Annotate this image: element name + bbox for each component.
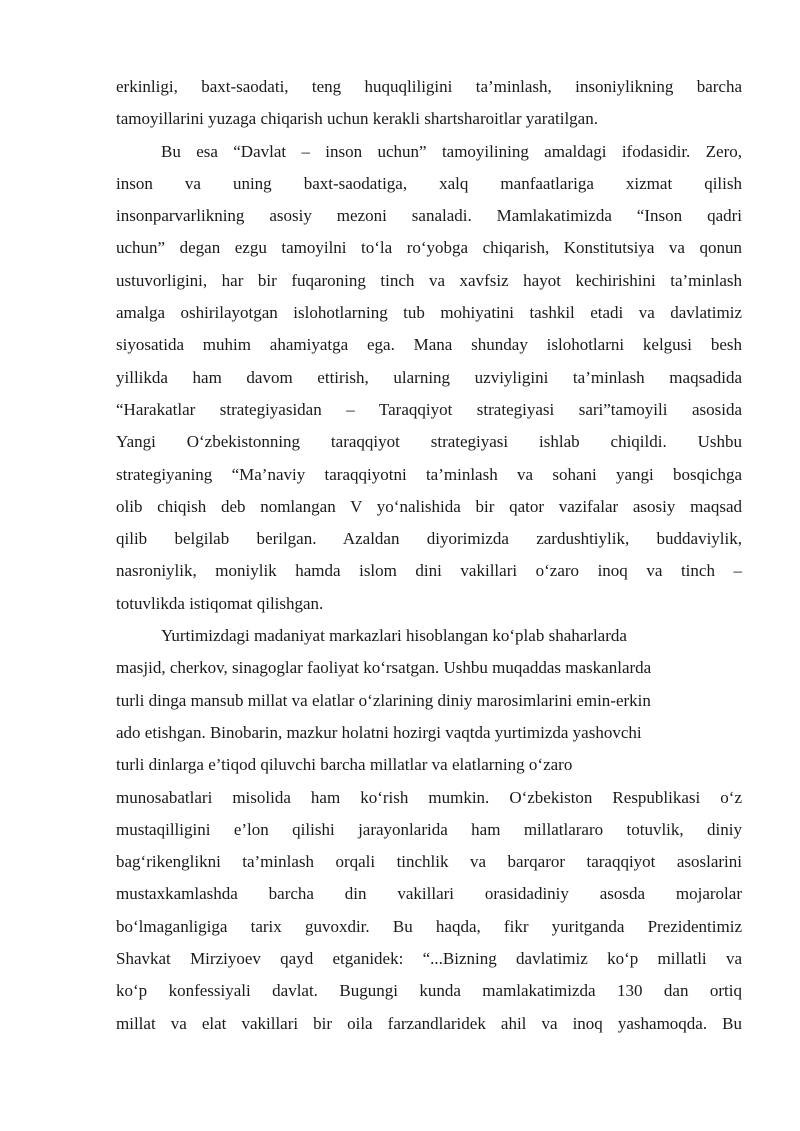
text-line: Yurtimizdagi madaniyat markazlari hisoblangan ko‘plab shaharlarda — [161, 626, 627, 646]
text-line: tamoyillarini yuzaga chiqarish uchun kerakli shartsharoitlar yaratilgan. — [116, 109, 598, 129]
text-line: totuvlikda istiqomat qilishgan. — [116, 593, 324, 613]
text-line: olib chiqish deb nomlangan V yo‘nalishida bir qator vazifalar asosiy maqsad — [116, 496, 742, 516]
text-line: masjid, cherkov, sinagoglar faoliyat ko‘rsatgan. Ushbu muqaddas maskanlarda — [116, 658, 652, 678]
text-line: mustaxkamlashda barcha din vakillari orasidadiniy asosda mojarolar — [116, 884, 742, 904]
text-line: ko‘p konfessiyali davlat. Bugungi kunda mamlakatimizda 130 dan ortiq — [116, 981, 742, 1001]
text-line: Shavkat Mirziyoev qayd etganidek: “...Bizning davlatimiz ko‘p millatli va — [116, 949, 742, 969]
text-line: “Harakatlar strategiyasidan – Taraqqiyot strategiyasi sari”tamoyili asosida — [116, 399, 742, 419]
text-line: uchun” degan ezgu tamoyilni to‘la ro‘yobga chiqarish, Konstitutsiya va qonun — [116, 238, 742, 258]
text-line: munosabatlari misolida ham ko‘rish mumkin. O‘zbekiston Respublikasi o‘z — [116, 787, 742, 807]
text-line: bag‘rikenglikni ta’minlash orqali tinchlik va barqaror taraqqiyot asoslarini — [116, 852, 742, 872]
text-line: strategiyaning “Ma’naviy taraqqiyotni ta’minlash va sohani yangi bosqichga — [116, 464, 742, 484]
text-line: yillikda ham davom ettirish, ularning uzviyligini ta’minlash maqsadida — [116, 367, 742, 387]
text-line: erkinligi, baxt-saodati, teng huquqliligini ta’minlash, insoniylikning barcha — [116, 77, 742, 96]
text-line: ado etishgan. Binobarin, mazkur holatni hozirgi vaqtda yurtimizda yashovchi — [116, 722, 642, 742]
text-line: nasroniylik, moniylik hamda islom dini vakillari o‘zaro inoq va tinch – — [116, 561, 742, 581]
text-line: qilib belgilab berilgan. Azaldan diyorimizda zardushtiylik, buddaviylik, — [116, 529, 742, 549]
text-line: bo‘lmaganligiga tarix guvoxdir. Bu haqda, fikr yuritganda Prezidentimiz — [116, 916, 742, 936]
text-line: mustaqilligini e’lon qilishi jarayonlarida ham millatlararo totuvlik, diniy — [116, 819, 742, 839]
text-line: turli dinlarga e’tiqod qiluvchi barcha millatlar va elatlarning o‘zaro — [116, 755, 573, 775]
text-line: amalga oshirilayotgan islohotlarning tub mohiyatini tashkil etadi va davlatimiz — [116, 303, 742, 323]
text-line: siyosatida muhim ahamiyatga ega. Mana shunday islohotlarni kelgusi besh — [116, 335, 742, 355]
text-line: insonparvarlikning asosiy mezoni sanaladi. Mamlakatimizda “Inson qadri — [116, 206, 742, 226]
text-line: turli dinga mansub millat va elatlar o‘zlarining diniy marosimlarini emin-erkin — [116, 690, 651, 710]
text-line: inson va uning baxt-saodatiga, xalq manfaatlariga xizmat qilish — [116, 173, 742, 193]
body-text — [116, 76, 742, 1045]
text-line: Bu esa “Davlat – inson uchun” tamoyilining amaldagi ifodasidir. Zero, — [161, 141, 742, 161]
text-line: Yangi O‘zbekistonning taraqqiyot strategiyasi ishlab chiqildi. Ushbu — [116, 432, 742, 452]
text-line: millat va elat vakillari bir oila farzandlaridek ahil va inoq yashamoqda. Bu — [116, 1013, 742, 1033]
text-line: ustuvorligini, har bir fuqaroning tinch va xavfsiz hayot kechirishini ta’minlash — [116, 270, 742, 290]
